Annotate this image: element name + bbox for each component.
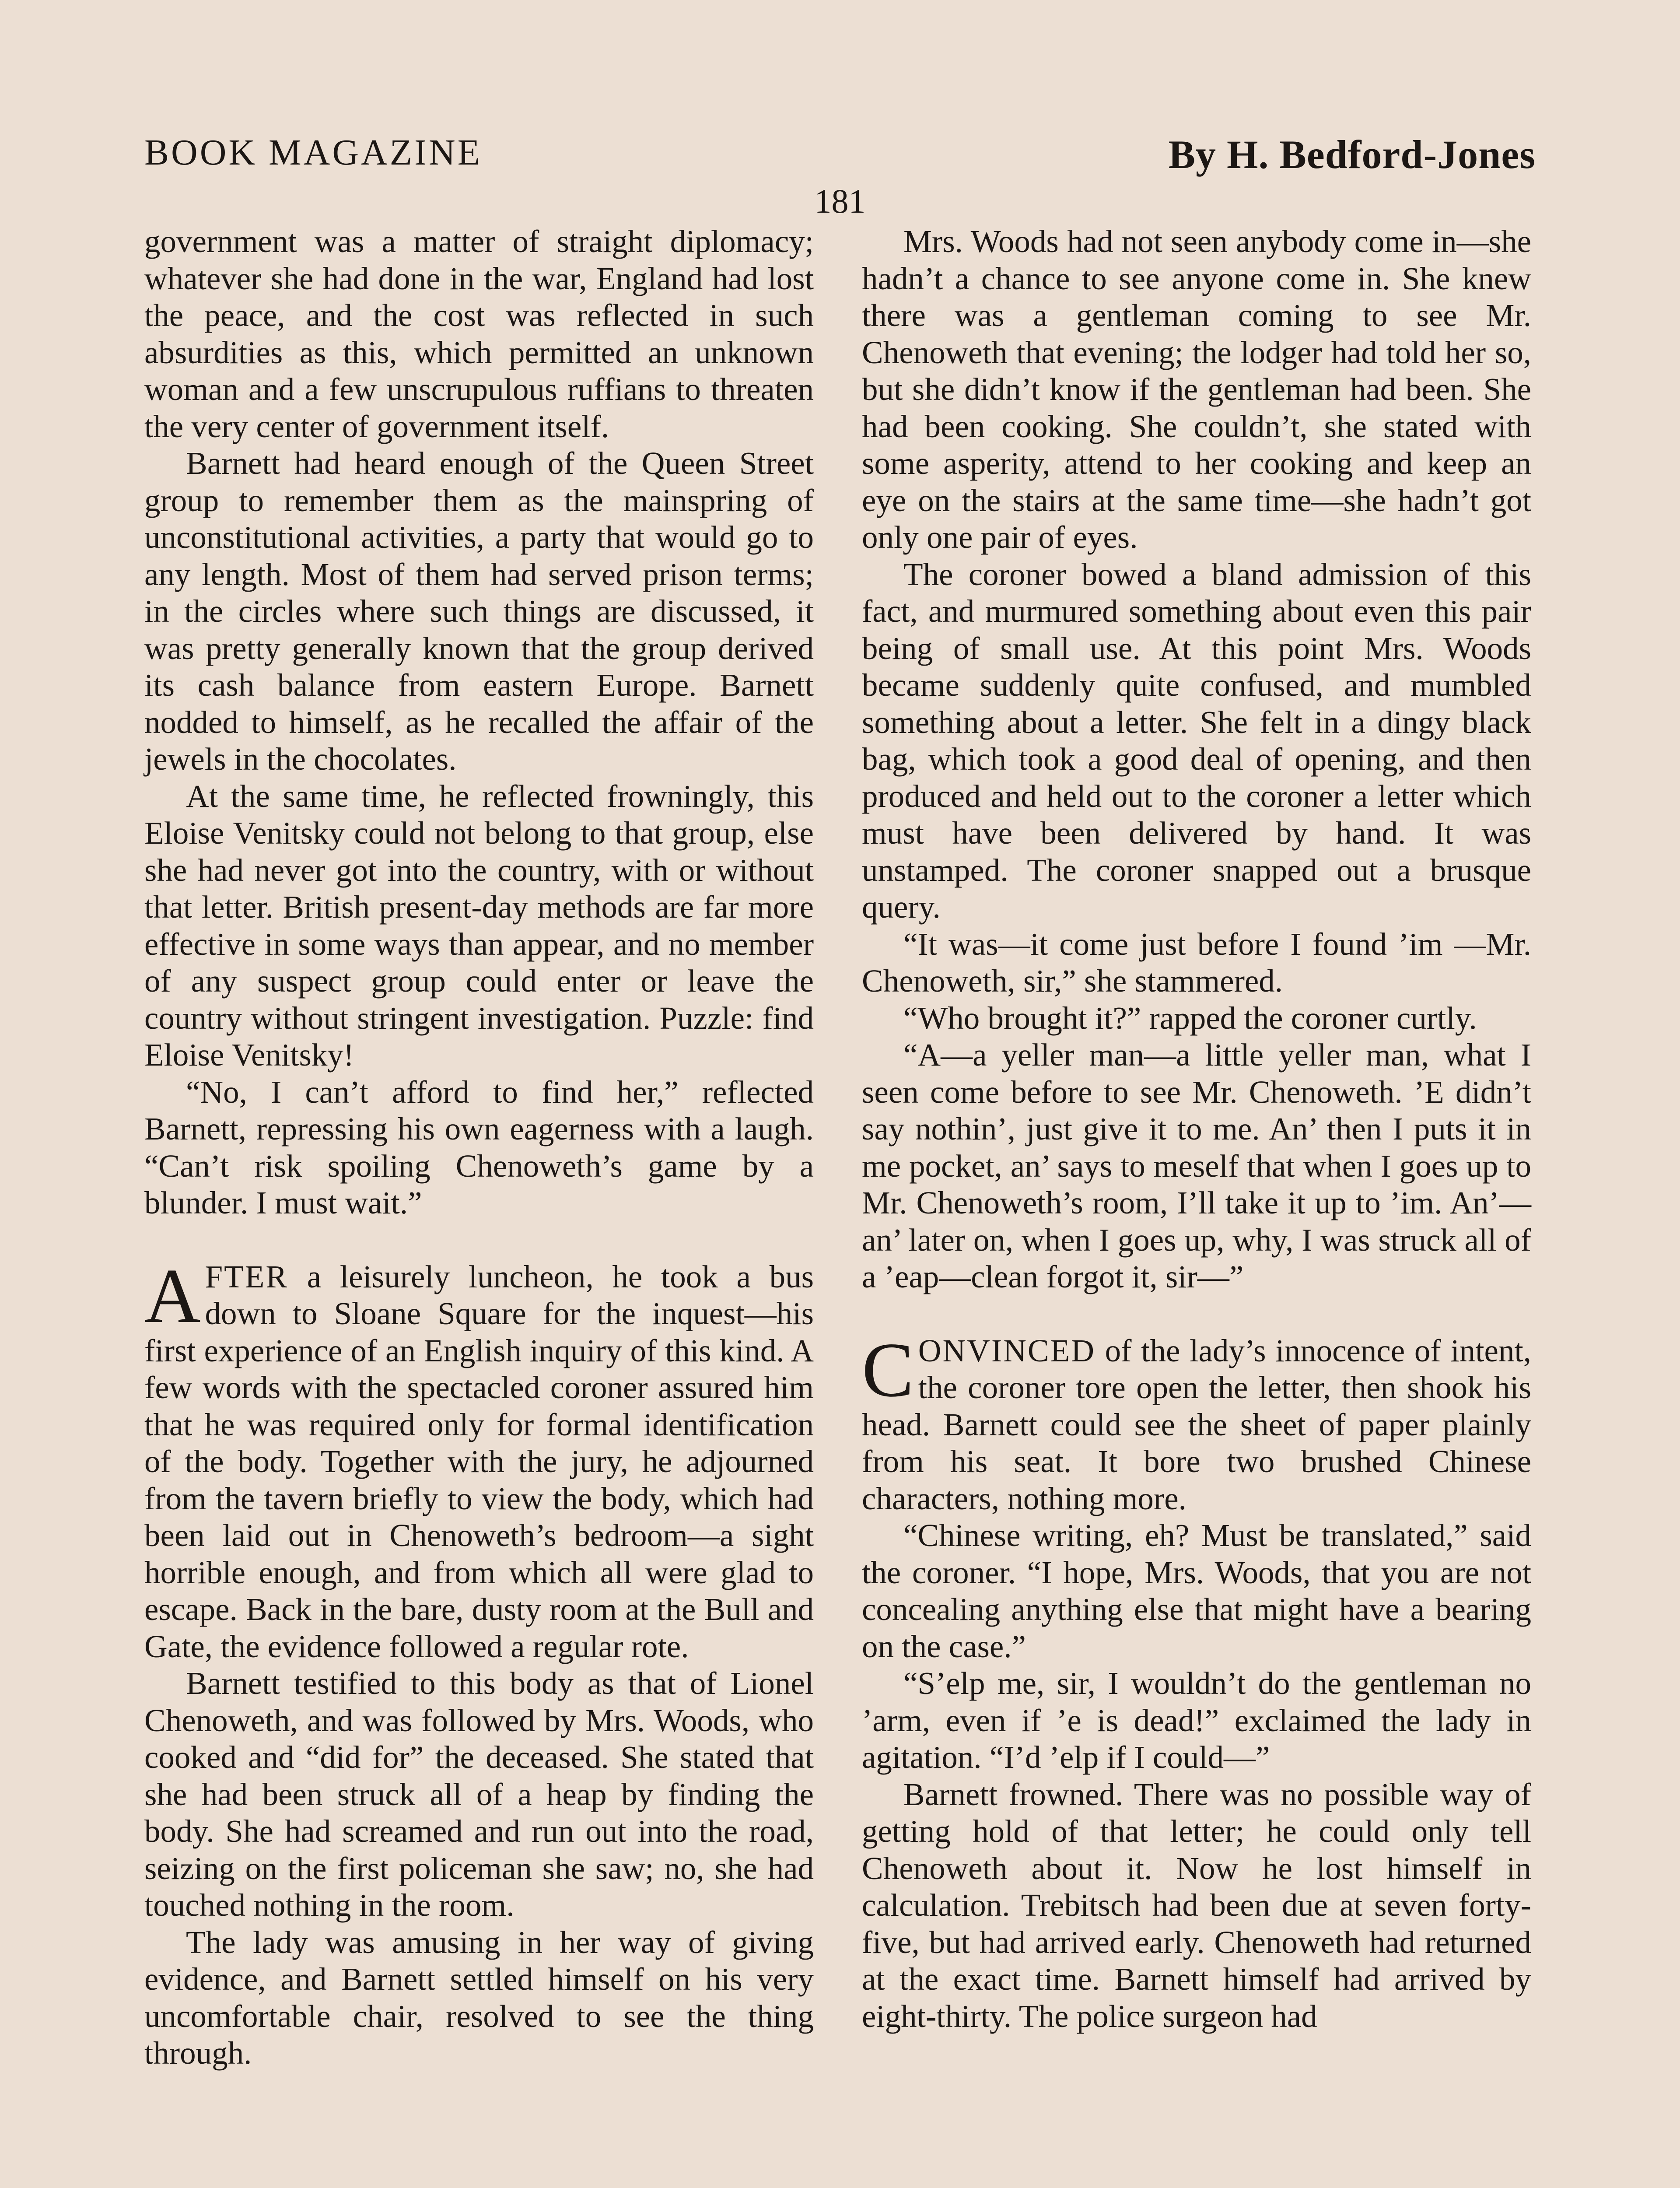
small-caps-lead: FTER — [205, 1259, 289, 1294]
paragraph: At the same time, he reflected frowningly, this Eloise Venitsky could not belong to that group, else she had never got into the country, with or without that letter. British present-day methods are far more effective in some ways than appear, and no member of any suspect group could enter or leave the country without stringent investigation. Puzzle: find Eloise Venitsky! — [144, 778, 814, 1073]
section-paragraph — [144, 1252, 814, 1666]
author-byline: By H. Bedford-Jones — [1168, 132, 1536, 177]
paragraph: “It was—it come just before I found ’im —Mr. Chenoweth, sir,” she stammered. — [862, 926, 1531, 999]
paragraph: “Who brought it?” rapped the coroner curtly. — [903, 1000, 1477, 1036]
left-column — [144, 223, 814, 2072]
paragraph: “No, I can’t afford to find her,” reflected Barnett, repressing his own eagerness with a laugh. “Can’t risk spoiling Chenoweth’s game by a blunder. I must wait.” — [144, 1074, 814, 1220]
drop-cap: C — [862, 1326, 914, 1413]
paragraph: government was a matter of straight diplomacy; whatever she had done in the war, England had lost the peace, and the cost was reflected in such absurdities as this, which permitted an unknown woman and a few unscrupulous ruffians to threaten the very center of government itself. — [144, 224, 814, 444]
paragraph: The coroner bowed a bland admission of this fact, and murmured something about even this pair being of small use. At this point Mrs. Woods became suddenly quite confused, and mumbled something about a letter. She felt in a dingy black bag, which took a good deal of opening, and then produced and held out to the coroner a letter which must have been delivered by hand. It was unstamped. The coroner snapped out a brusque query. — [862, 556, 1531, 925]
paragraph: The lady was amusing in her way of giving evidence, and Barnett settled himself on his very uncomfortable chair, resolved to see the thing through. — [144, 1924, 814, 2071]
page-number: 181 — [814, 182, 866, 220]
paragraph: Barnett had heard enough of the Queen Street group to remember them as the mainspring of unconstitutional activities, a party that would go to any length. Most of them had served prison terms; in the circles where such things are discussed, it was pretty generally known that the group derived its cash balance from eastern Europe. Barnett nodded to himself, as he recalled the affair of the jewels in the chocolates. — [144, 445, 814, 777]
drop-cap: A — [144, 1252, 201, 1339]
paragraph: Mrs. Woods had not seen anybody come in—she hadn’t a chance to see anyone come in. She knew there was a gentleman coming to see Mr. Chenoweth that evening; the lodger had told her so, but she didn’t know if the gentleman had been. She had been cooking. She couldn’t, she stated with some asperity, attend to her cooking and keep an eye on the stairs at the same time—she hadn’t got only one pair of eyes. — [862, 224, 1531, 555]
section-paragraph — [862, 1326, 1531, 1518]
paragraph: Barnett frowned. There was no possible way of getting hold of that letter; he could only tell Chenoweth about it. Now he lost himself in calculation. Trebitsch had been due at seven forty-five, but had arrived early. Chenoweth had returned at the exact time. Barnett himself had arrived by eight-thirty. The police surgeon had — [862, 1776, 1531, 2034]
paragraph: “A—a yeller man—a little yeller man, what I seen come before to see Mr. Chenoweth. ’E didn’t say nothin’, just give it to me. An’ then I puts it in me pocket, an’ says to meself that when I goes up to Mr. Chenoweth’s room, I’ll take it up to ’im. An’—an’ later on, when I goes up, why, I was struck all of a ’eap—clean forgot it, sir—” — [862, 1037, 1531, 1294]
paragraph: Barnett testified to this body as that of Lionel Chenoweth, and was followed by Mrs. Woods, who cooked and “did for” the deceased. She stated that she had been struck all of a heap by finding the body. She had screamed and run out into the road, seizing on the first policeman she saw; no, she had touched nothing in the room. — [144, 1666, 814, 1923]
paragraph: “S’elp me, sir, I wouldn’t do the gentleman no ’arm, even if ’e is dead!” exclaimed the lady in agitation. “I’d ’elp if I could—” — [862, 1666, 1531, 1775]
paragraph-text: of the lady’s innocence of intent, the coroner tore open the letter, then shook his head. Barnett could see the sheet of paper plainly from his seat. It bore two brushed Chinese characters, nothing more. — [862, 1332, 1531, 1516]
right-column — [862, 223, 1531, 2035]
paragraph: “Chinese writing, eh? Must be translated,” said the coroner. “I hope, Mrs. Woods, that you are not concealing anything else that might have a bearing on the case.” — [862, 1518, 1531, 1664]
paragraph-text: a leisurely luncheon, he took a bus down to Sloane Square for the inquest—his first experience of an English inquiry of this kind. A few words with the spectacled coroner assured him that he was required only for formal identification of the body. Together with the jury, he adjourned from the tavern briefly to view the body, which had been laid out in Chenoweth’s bedroom—a sight horrible enough, and from which all were glad to escape. Back in the bare, dusty room at the Bull and Gate, the evidence followed a regular rote. — [144, 1259, 814, 1664]
magazine-title: BOOK MAGAZINE — [144, 132, 482, 173]
small-caps-lead: ONVINCED — [918, 1332, 1096, 1368]
